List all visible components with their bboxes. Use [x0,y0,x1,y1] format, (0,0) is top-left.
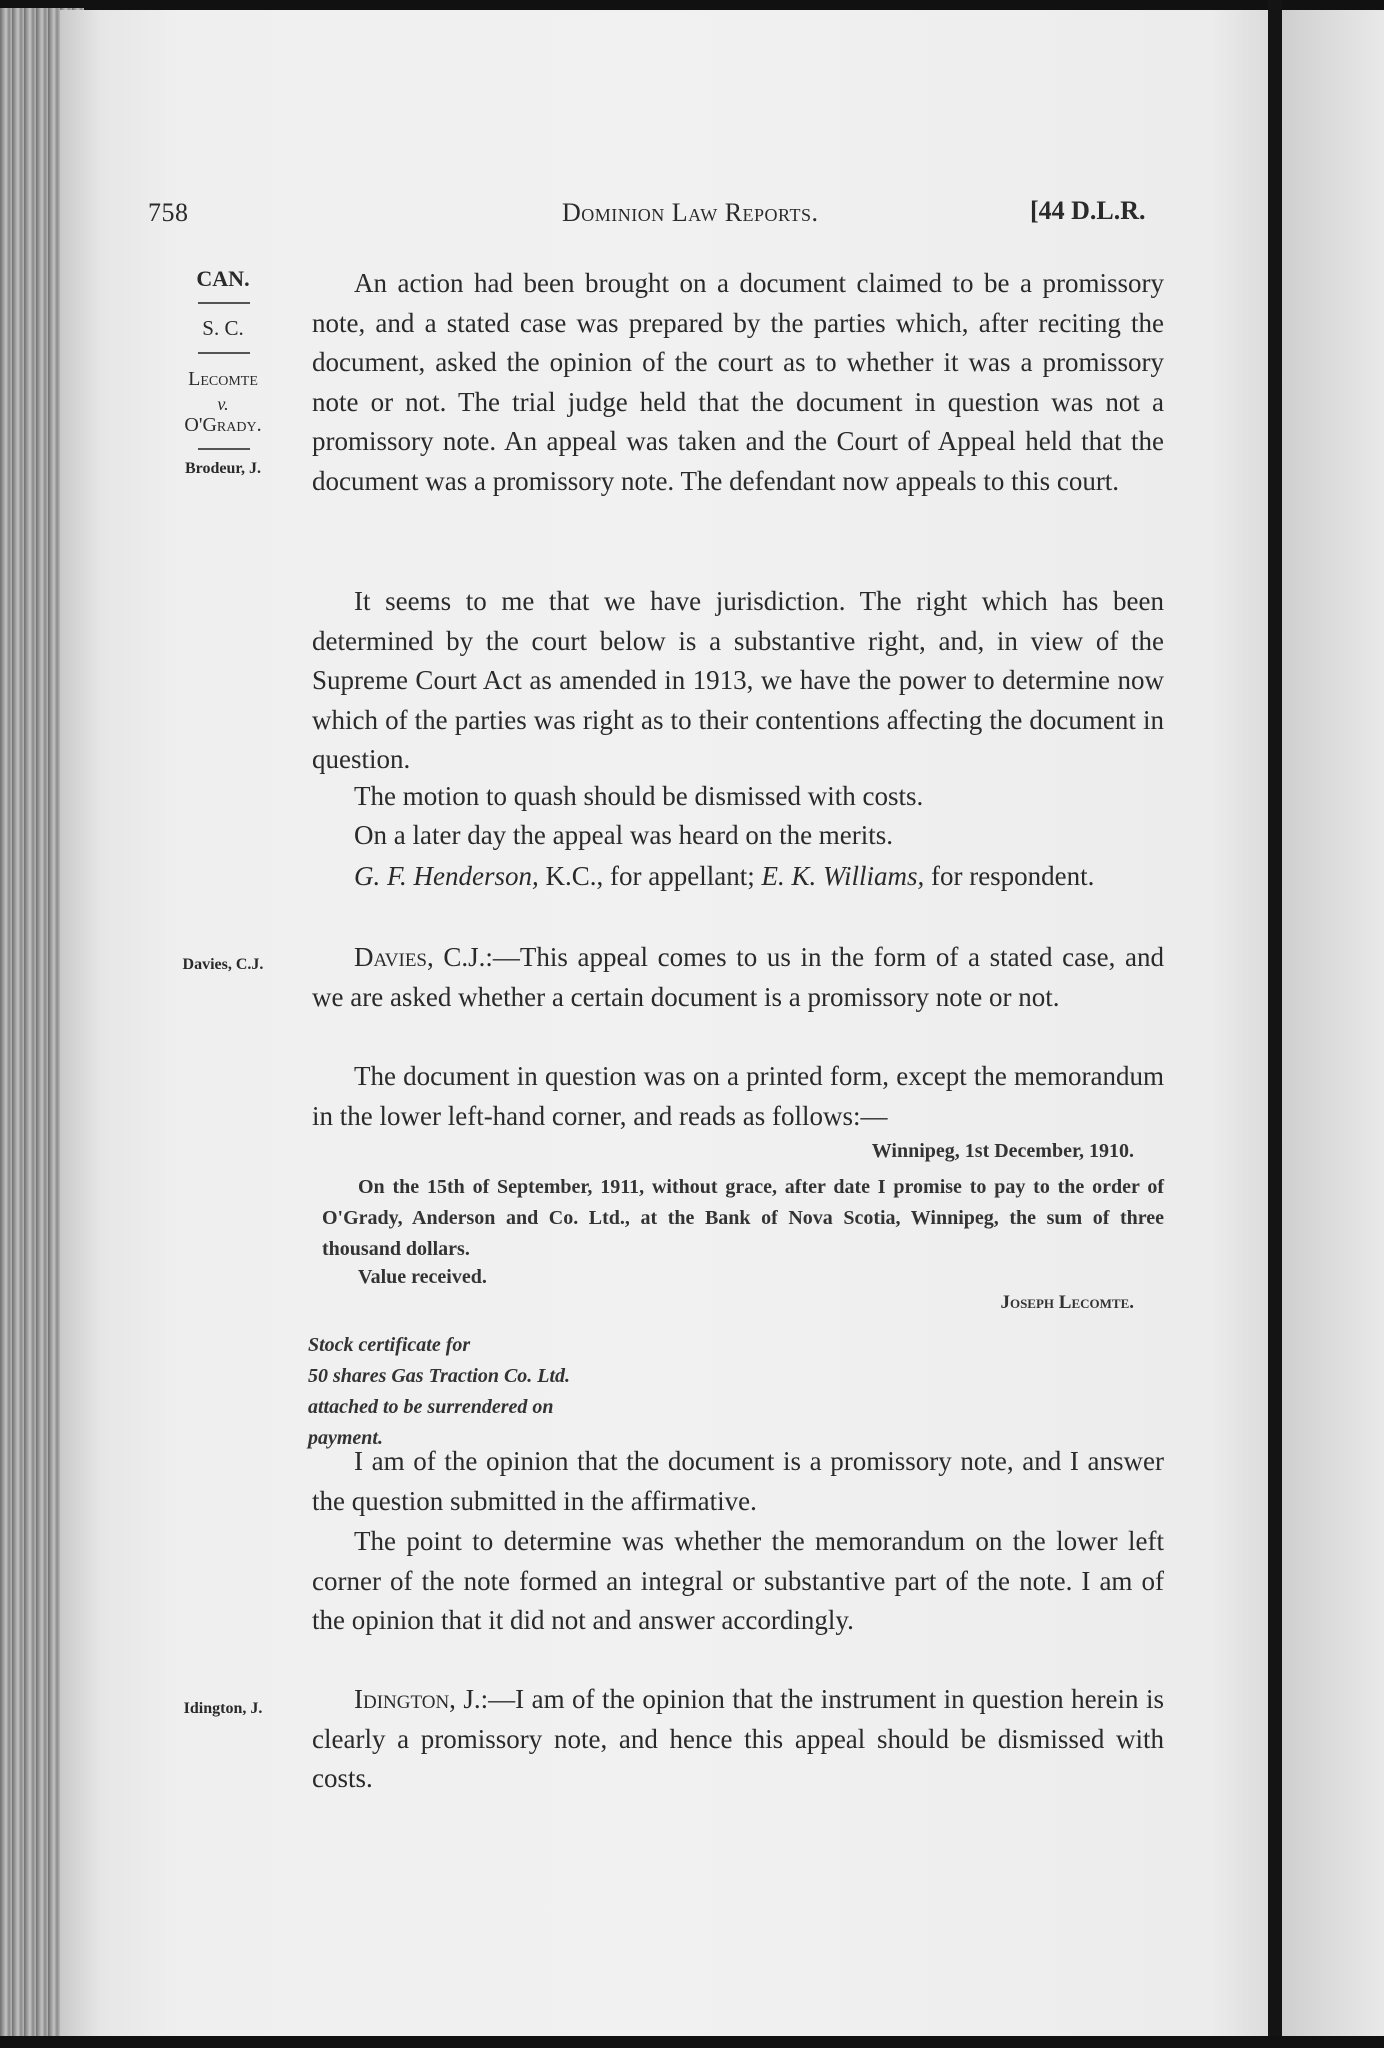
facing-page-edge [1282,10,1384,2038]
memorandum-line: payment. [308,1427,383,1449]
memorandum-line: attached to be surrendered on [308,1396,554,1418]
margin-versus: v. [217,394,229,414]
page-number: 758 [148,198,189,227]
note-value-received: Value received. [358,1266,487,1288]
note-body: On the 15th of September, 1911, without grace, after date I promise to pay to the order of O'Grady, Anderson and Co. Ltd., at the Bank of Nova Scotia, Winnipeg, the sum of three thousand dollars. [322,1176,1164,1260]
note-memorandum [308,1330,668,1454]
book-gutter [1268,0,1282,2048]
paragraph-davies [312,938,1164,1017]
davies-text: :—This appeal comes to us in the form of a stated case, and we are asked whether a certain document is a promissory note or not. [312,942,1164,1012]
margin-court: CAN. [196,266,250,291]
paragraph-later-day: On a later day the appeal was heard on the merits. [354,820,894,850]
memorandum-line: 50 shares Gas Traction Co. Ltd. [308,1365,571,1387]
memorandum-line: Stock certificate for [308,1334,471,1356]
paragraph-document-form: The document in question was on a printed form, except the memorandum in the lower left-hand corner, and reads as follows:— [312,1061,1164,1131]
margin-court-level: S. C. [202,316,244,340]
speaker-davies: Davies, C.J. [354,942,486,972]
paragraph-jurisdiction: It seems to me that we have jurisdiction. The right which has been determined by the court below is a substantive right, and, in view of the Supreme Court Act as amended in 1913, we have the power to determine now which of the parties was right as to their contentions affecting the document in question. [312,586,1164,775]
paragraph-opinion: I am of the opinion that the document is a promissory note, and I answer the question submitted in the affirmative. [312,1446,1164,1516]
margin-rule [198,448,250,450]
counsel-respondent: E. K. Williams, [761,861,925,891]
margin-judge-brodeur: Brodeur, J. [184,460,261,477]
margin-rule [198,302,250,304]
speaker-idington: Idington, J. [354,1684,481,1714]
counsel-text-1: K.C., for appellant; [538,861,762,891]
margin-rule [198,352,250,354]
margin-judge-davies: Davies, C.J. [182,956,264,973]
scan-bottom-edge [0,2036,1384,2048]
margin-judge-idington: Idington, J. [183,1700,263,1717]
paragraph-point: The point to determine was whether the memorandum on the lower left corner of the note formed an integral or substantive part of the note. I am of the opinion that it did not and answer accordingly. [312,1526,1164,1636]
counsel-appellant: G. F. Henderson, [354,861,539,891]
paragraph-action: An action had been brought on a document claimed to be a promissory note, and a stated case was prepared by the parties which, after reciting the document, asked the opinion of the court as to whether it was a promissory note or not. The trial judge held that the document in question was not a promissory note. An appeal was taken and the Court of Appeal held that the document was a promissory note. The defendant now appeals to this court. [312,268,1164,496]
margin-party-2: O'Grady. [184,414,262,436]
counsel-text-2: for respondent. [924,861,1095,891]
running-title: Dominion Law Reports. [562,198,819,227]
paragraph-motion: The motion to quash should be dismissed with costs. [354,781,924,811]
volume-reference: [44 D.L.R. [1030,196,1146,225]
paragraph-idington [312,1680,1164,1799]
note-date-line: Winnipeg, 1st December, 1910. [871,1140,1134,1162]
note-signature: Joseph Lecomte. [1000,1292,1134,1313]
margin-party-1: Lecomte [188,368,258,390]
idington-text: :—I am of the opinion that the instrument in question herein is clearly a promissory note, and hence this appeal should be dismissed with costs. [312,1684,1164,1794]
paragraph-counsel [312,857,1164,897]
